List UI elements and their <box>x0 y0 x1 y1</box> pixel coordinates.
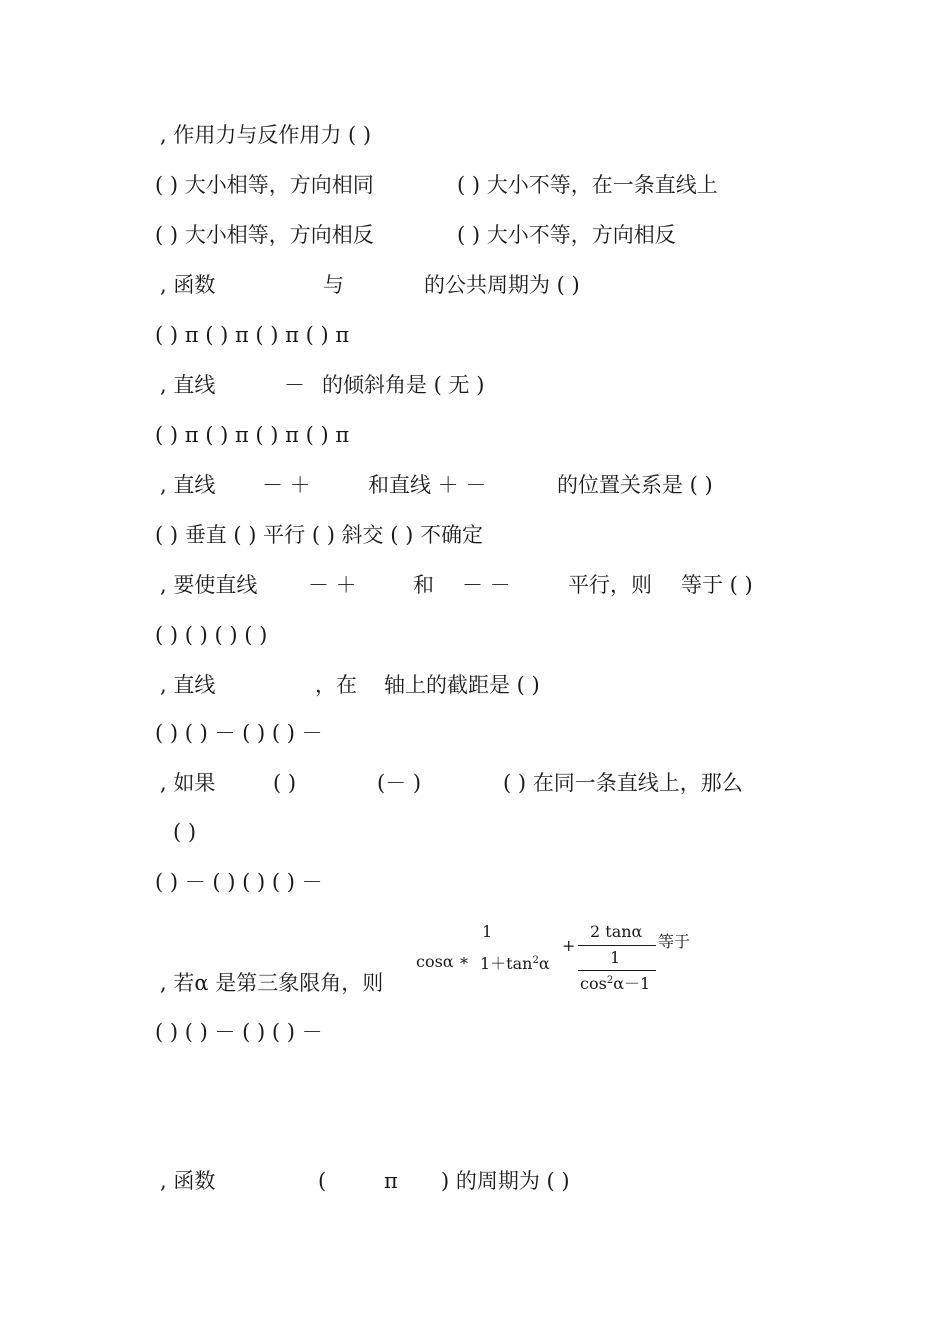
question-2 <box>0 270 950 300</box>
formula-inner-numerator: 1 <box>610 948 621 967</box>
q7-continuation <box>0 817 950 847</box>
q7-part-1: , 如果 <box>160 771 216 795</box>
formula-plus: + <box>562 936 576 955</box>
q6-options-text: ( ) ( ) － ( ) ( ) － <box>155 721 323 745</box>
formula-fraction-bar-inner <box>578 970 656 971</box>
q4-part-1: , 直线 <box>160 473 216 497</box>
q1-options-row-1 <box>0 170 950 200</box>
q8-options <box>0 1017 950 1047</box>
q6-part-1: , 直线 <box>160 673 216 697</box>
q4-part-3: 和直线 ＋ － <box>368 473 487 497</box>
formula-numerator-1: 1 <box>482 922 493 941</box>
q9-part-4: ) 的周期为 ( ) <box>441 1169 570 1193</box>
q3-part-1: , 直线 <box>160 373 216 397</box>
q6-part-3: 轴上的截距是 ( ) <box>384 673 540 697</box>
q2-options-text: ( ) π ( ) π ( ) π ( ) π <box>155 323 350 347</box>
q7-part-2: ( ) <box>273 771 297 795</box>
q4-options <box>0 520 950 550</box>
q7-options-text: ( ) － ( ) ( ) ( ) － <box>155 870 323 894</box>
q1-options-row-2 <box>0 220 950 250</box>
q5-options <box>0 620 950 650</box>
q1-option-a: ( ) 大小相等，方向相同 <box>155 173 374 197</box>
q5-part-5: 平行，则 <box>568 573 652 597</box>
q7-options <box>0 867 950 897</box>
q4-part-4: 的位置关系是 ( ) <box>557 473 713 497</box>
q2-part-1: , 函数 <box>160 273 216 297</box>
q6-part-2: ，在 <box>315 673 357 697</box>
question-3 <box>0 370 950 400</box>
question-5 <box>0 570 950 600</box>
question-1 <box>0 120 950 150</box>
q5-part-3: 和 <box>413 573 434 597</box>
q1-option-d: ( ) 大小不等，方向相反 <box>457 223 676 247</box>
question-6 <box>0 670 950 700</box>
q3-part-2: － <box>284 373 305 397</box>
formula-denominator-1: $1+\tan^2\alpha$ <box>480 954 550 973</box>
q3-options-text: ( ) π ( ) π ( ) π ( ) π <box>155 423 350 447</box>
q4-options-text: ( ) 垂直 ( ) 平行 ( ) 斜交 ( ) 不确定 <box>155 523 483 547</box>
q5-options-text: ( ) ( ) ( ) ( ) <box>155 623 268 647</box>
q5-part-1: , 要使直线 <box>160 573 258 597</box>
q5-part-2: － ＋ <box>308 573 357 597</box>
q8-stem: , 若α 是第三象限角，则 <box>160 971 384 995</box>
q5-part-6: 等于 ( ) <box>681 573 753 597</box>
q8-options-text: ( ) ( ) － ( ) ( ) － <box>155 1020 323 1044</box>
q7-part-3: (－ ) <box>377 771 422 795</box>
q4-part-2: － ＋ <box>262 473 311 497</box>
q8-formula <box>410 918 710 998</box>
q6-options <box>0 718 950 748</box>
q9-part-1: , 函数 <box>160 1169 216 1193</box>
q7-part-5: ( ) <box>173 820 197 844</box>
formula-star: * <box>460 954 468 973</box>
q9-part-2: ( <box>318 1169 327 1193</box>
q2-options <box>0 320 950 350</box>
question-7 <box>0 768 950 798</box>
question-4 <box>0 470 950 500</box>
q1-option-b: ( ) 大小不等，在一条直线上 <box>457 173 718 197</box>
formula-numerator-2: 2 tanα <box>590 922 643 941</box>
q9-part-3: π <box>384 1169 398 1193</box>
q2-part-3: 的公共周期为 ( ) <box>424 273 580 297</box>
formula-inner-denominator: $\cos^2\alpha-1$ <box>580 974 651 993</box>
formula-cos: cosα <box>416 952 454 971</box>
q5-part-4: － － <box>462 573 511 597</box>
q1-stem: , 作用力与反作用力 ( ) <box>160 123 372 147</box>
q1-option-c: ( ) 大小相等，方向相反 <box>155 223 374 247</box>
q3-part-3: 的倾斜角是 ( 无 ) <box>322 373 485 397</box>
q7-part-4: ( ) 在同一条直线上，那么 <box>503 771 743 795</box>
formula-tail: 等于 <box>658 932 691 951</box>
formula-fraction-bar-outer <box>578 945 656 946</box>
question-9 <box>0 1166 950 1196</box>
q3-options <box>0 420 950 450</box>
q2-part-2: 与 <box>323 273 344 297</box>
